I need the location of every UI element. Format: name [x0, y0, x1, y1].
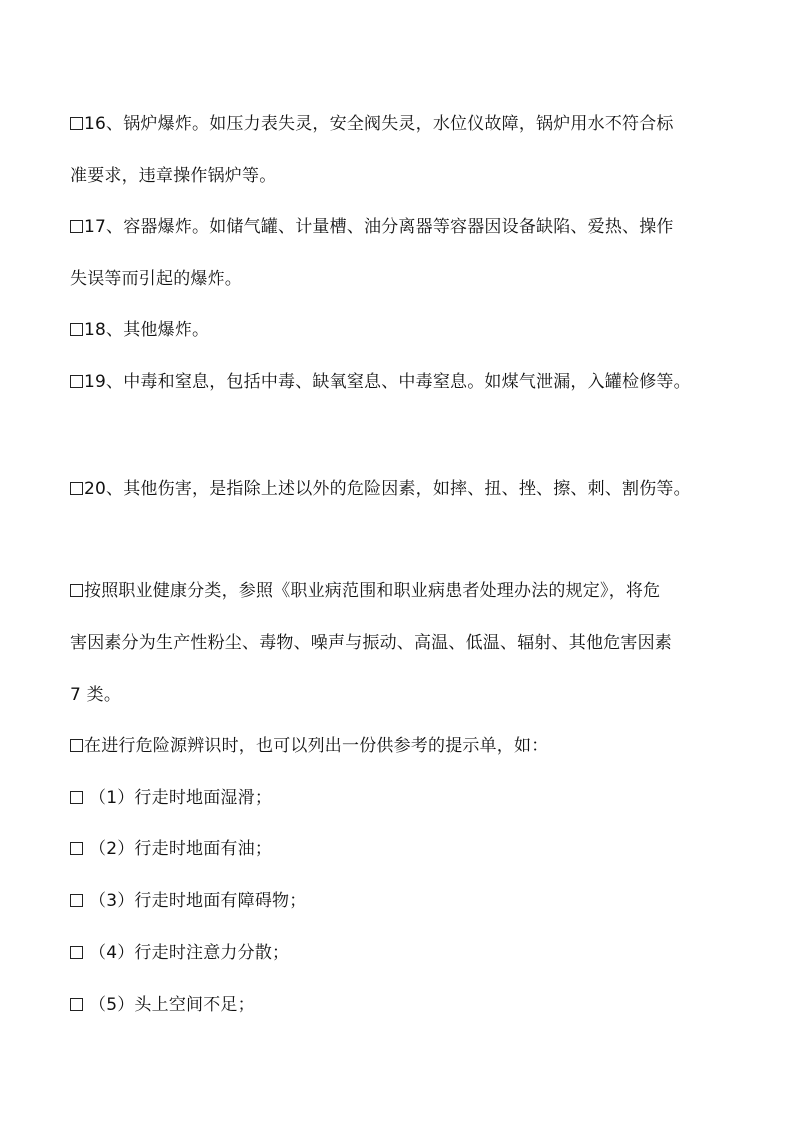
text-line: 7 类。	[70, 685, 122, 705]
text-line: 在进行危险源辨识时，也可以列出一份供参考的提示单，如：	[84, 736, 549, 756]
checkbox-icon	[70, 998, 83, 1011]
paragraph-vessel-explosion	[70, 216, 770, 238]
checkbox-icon	[70, 323, 83, 336]
checklist-item	[70, 838, 770, 860]
text-line: 按照职业健康分类，参照《职业病范围和职业病患者处理办法的规定》，将危	[84, 581, 661, 601]
text-line: （4）行走时注意力分散；	[89, 943, 290, 963]
paragraph-continuation	[70, 268, 770, 290]
text-line: （3）行走时地面有障碍物；	[89, 891, 307, 911]
checkbox-icon	[70, 117, 83, 130]
text-line: （2）行走时地面有油；	[89, 839, 273, 859]
checkbox-icon	[70, 220, 83, 233]
text-line: 16、锅炉爆炸。如压力表失灵，安全阀失灵，水位仪故障，锅炉用水不符合标	[84, 114, 674, 134]
paragraph-continuation	[70, 165, 770, 187]
paragraph-continuation	[70, 632, 770, 654]
paragraph-other-injury	[70, 478, 770, 500]
checkbox-icon	[70, 739, 83, 752]
text-line: 18、其他爆炸。	[84, 320, 210, 340]
checkbox-icon	[70, 375, 83, 388]
checkbox-icon	[70, 894, 83, 907]
checkbox-icon	[70, 584, 83, 597]
text-line: 17、容器爆炸。如储气罐、计量槽、油分离器等容器因设备缺陷、爱热、操作	[84, 217, 674, 237]
checkbox-icon	[70, 946, 83, 959]
paragraph-boiler-explosion	[70, 113, 770, 135]
paragraph-other-explosion	[70, 319, 770, 341]
text-line: （5）头上空间不足；	[89, 995, 255, 1015]
checklist-item	[70, 787, 770, 809]
text-line: 准要求，违章操作锅炉等。	[70, 166, 277, 186]
checkbox-icon	[70, 842, 83, 855]
paragraph-poisoning	[70, 371, 770, 393]
text-line: （1）行走时地面湿滑；	[89, 788, 273, 808]
checkbox-icon	[70, 791, 83, 804]
text-line: 20、其他伤害，是指除上述以外的危险因素，如摔、扭、挫、擦、刺、割伤等。	[84, 479, 691, 499]
checklist-item	[70, 942, 770, 964]
text-line: 失误等而引起的爆炸。	[70, 269, 242, 289]
paragraph-checklist-intro	[70, 735, 770, 757]
paragraph-occupational-health	[70, 580, 770, 602]
checklist-item	[70, 890, 770, 912]
checkbox-icon	[70, 482, 83, 495]
checklist-item	[70, 994, 770, 1016]
text-line: 害因素分为生产性粉尘、毒物、噪声与振动、高温、低温、辐射、其他危害因素	[70, 633, 672, 653]
text-line: 19、中毒和窒息，包括中毒、缺氧窒息、中毒窒息。如煤气泄漏，入罐检修等。	[84, 372, 691, 392]
paragraph-continuation	[70, 684, 770, 706]
